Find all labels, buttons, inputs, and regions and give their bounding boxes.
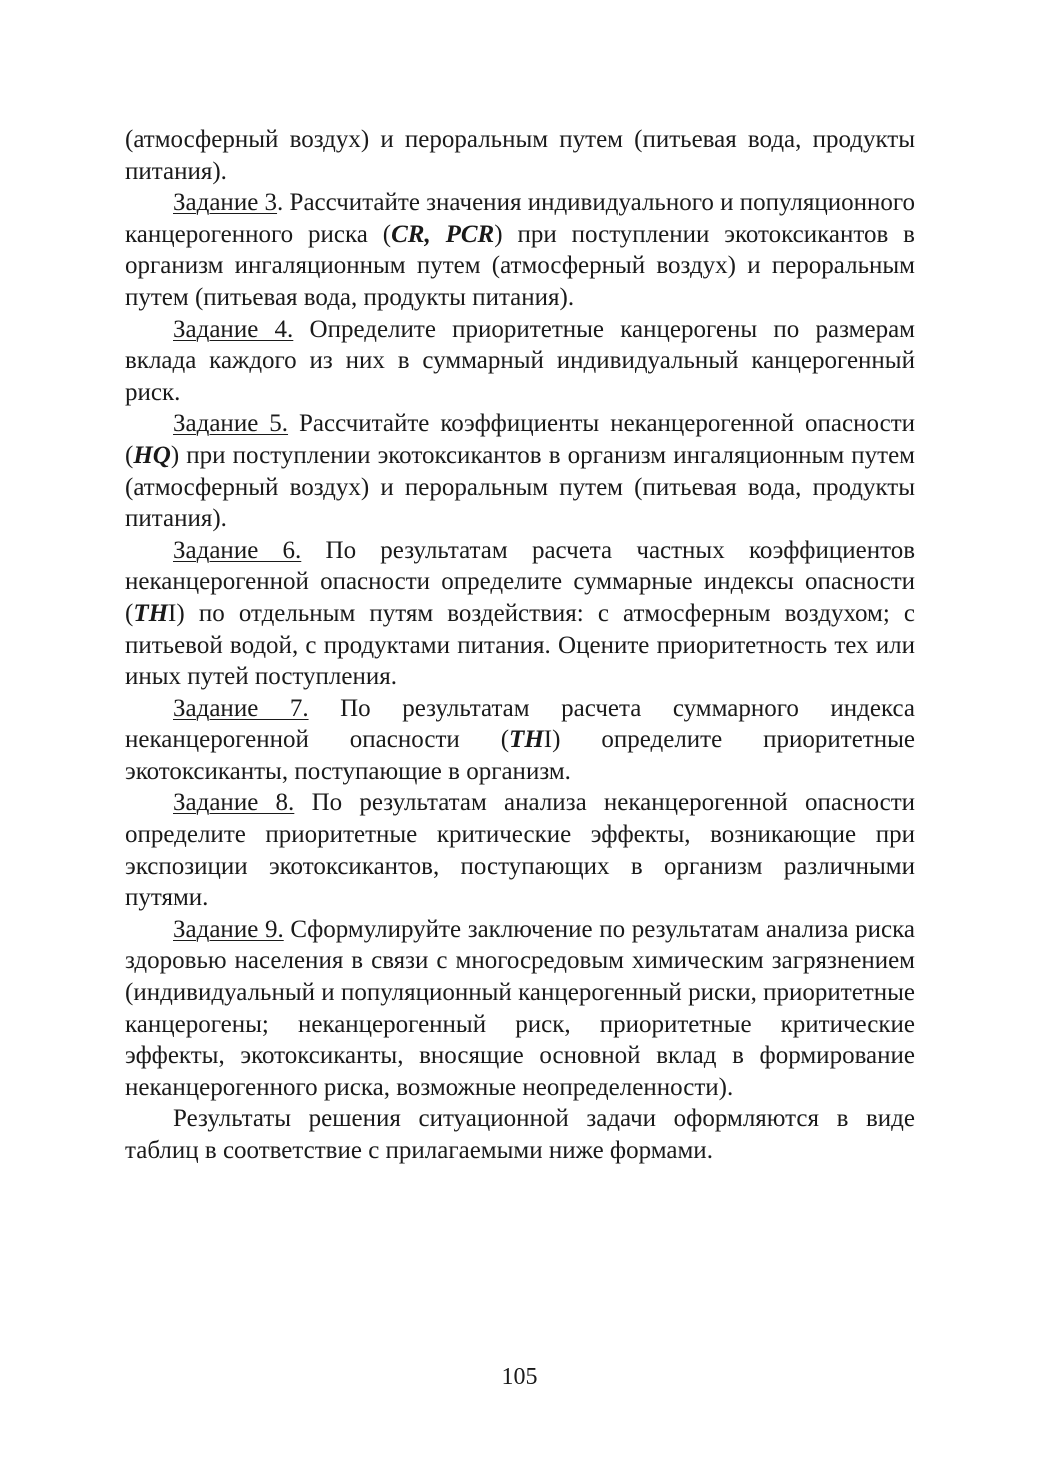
paragraph-results: Результаты решения ситуационной задачи оформляются в виде таблиц в соответствие с прилагаемыми ниже формами. <box>125 1105 915 1164</box>
abbr-thi: TH <box>509 726 544 754</box>
task-6-label: Задание 6. <box>173 536 302 564</box>
paragraph-intro: (атмосферный воздух) и пероральным путем (питьевая вода, продукты питания). <box>125 126 915 185</box>
paragraph-task-3: Задание 3. Рассчитайте значения индивидуального и популяционного канцерогенного риска (CR, PCR) при поступлении экотоксикантов в организм ингаляционным путем (атмосферный воздух) и пероральным путем (питьевая вода, продукты питания). <box>125 189 915 311</box>
paragraph-task-8: Задание 8. По результатам анализа неканцерогенной опасности определите приоритетные критические эффекты, возникающие при экспозиции экотоксикантов, поступающих в организм различными путями. <box>125 789 916 912</box>
body-text <box>125 124 915 1167</box>
paragraph-task-6: Задание 6. По результатам расчета частных коэффициентов неканцерогенной опасности определите суммарные индексы опасности (THI) по отдельным путям воздействия: с атмосферным воздухом; с питьевой водой, с продуктами питания. Оцените приоритетность тех или иных путей поступления. <box>125 536 915 691</box>
task-8-label: Задание 8. <box>173 789 295 817</box>
page-number: 105 <box>501 1364 538 1390</box>
task-3-label: Задание 3 <box>173 189 278 217</box>
task-5-label: Задание 5. <box>173 410 289 438</box>
paragraph-task-5: Задание 5. Рассчитайте коэффициенты неканцерогенной опасности (HQ) при поступлении экотоксикантов в организм ингаляционным путем (атмосферный воздух) и пероральным путем (питьевая вода, продукты питания). <box>125 410 916 533</box>
task-9-label: Задание 9. <box>173 915 284 943</box>
task-7-label: Задание 7. <box>173 694 309 722</box>
abbr-cr-pcr: CR, PCR <box>391 220 495 248</box>
paragraph-task-7: Задание 7. По результатам расчета суммарного индекса неканцерогенной опасности (THI) определите приоритетные экотоксиканты, поступающие в организм. <box>125 694 915 785</box>
abbr-thi: TH <box>133 599 169 627</box>
abbr-hq: HQ <box>133 441 171 469</box>
task-4-label: Задание 4. <box>173 315 294 343</box>
paragraph-task-4: Задание 4. Определите приоритетные канцерогены по размерам вклада каждого из них в суммарный индивидуальный канцерогенный риск. <box>125 315 915 406</box>
paragraph-task-9: Задание 9. Сформулируйте заключение по результатам анализа риска здоровью населения в связи с многосредовым химическим загрязнением (индивидуальный и популяционный канцерогенный риски, приоритетные канцерогены; неканцерогенный риск, приоритетные критические эффекты, экотоксиканты, вносящие основной вклад в формирование неканцерогенного риска, возможные неопределенности). <box>125 915 915 1101</box>
